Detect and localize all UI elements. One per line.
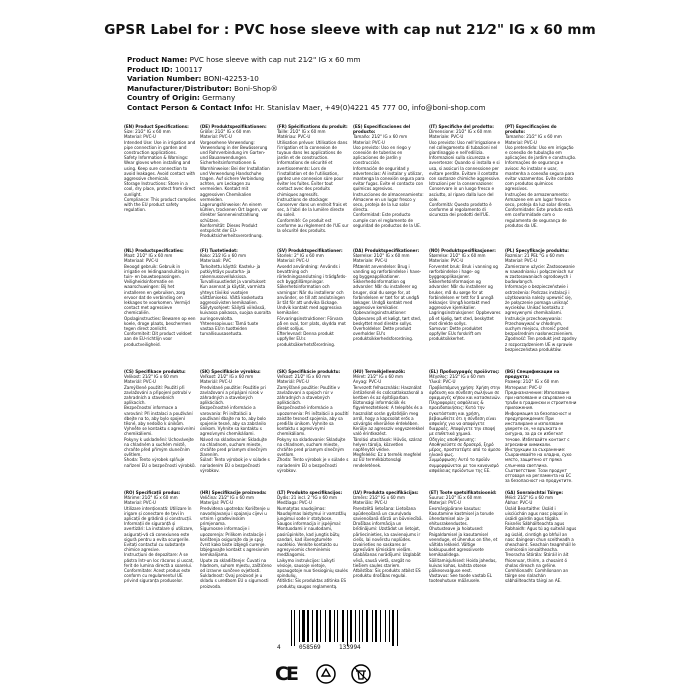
spec-cell-heading: (HR) Specifikacije proizvoda: (200, 490, 267, 495)
info-label: Contact Person & Contact Info: (127, 102, 253, 112)
spec-cell-text: Taille: 21⁄2" IG x 60 mm Matériau: PVC-U Utilisation prévue: Utilisation dans l'irrigation et la connexion de tuyaux dans les applications de jardin et de construction. Informations de sécurité et avertissements: Lors de l'installation et de l'utilisation, gardez une connexion sûre pour éviter les fuites. Éviter tout contact avec des produits chimiques agressifs. Instructions de stockage: Conserver dans un endroit frais et sec, à l'abri de la lumière directe du soleil. Conformité: Ce produit est conforme au règlement de l'UE sur la sécurité des produits. (277, 129, 349, 234)
info-label: Manufacturer/Distributor: (127, 83, 232, 93)
spec-cell-heading: (FR) Spécifications du produit: (277, 124, 348, 129)
spec-cell-text: Maat: 21⁄2" IG x 60 mm Materiaal: PVC-U Beoogd gebruik: Gebruik in irrigatie en leidingaansluiting in tuin- en bouwtoepassingen. Veiligheidsinformatie en waarschuwingen: Bij het installeren en gebruiken, zorg ervoor dat de verbinding om lekkages te voorkomen. Vermijd contact met agressieve chemicaliën. Opslaginstructies: Bewaren op een koele, droge plaats, beschermen tegen direct zonlicht. Conformiteit: Dit product voldoet aan de EU-richtlijn voor productveiligheid. (124, 253, 196, 347)
spec-cell-text: Méid: 21⁄2" IG x 60 mm Ábhar: PVC-U Úsáid Beartaithe: Úsáid i uisciúchán agus nasc píopaí in úsáidí gairdín agus tógála. Faisnéis Sábháilteachta agus Rabhaidh: Agus tú ag suiteáil agus ag úsáid, cinntigh go bhfuil an nasc daingean chun sceitheadh a sheachaint. Seachain teagmháil le ceimiceáin ionsaitheacha. Treoracha Stórála: Stóráil in áit fhionnuar, thirim, a chosaint ó sholas díreach na gréine. Comhlíonadh: Comhlíonann an táirge seo rialachán sábháilteachta táirgí an AE. (505, 495, 577, 584)
spec-cell-text: Izmērs: 21⁄2" IG x 60 mm Materiāls: PVC-U Paredzētā lietošana: Lietošana apūdeņošanā un cauruļvadu savienošanā dārzā un būvniecībā. Drošības informācija un brīdinājumi: Uzstādot un lietojot, pārliecinieties, ka savienojums ir ciešs, lai novērstu noplūdes. Izvairieties no saskares ar agresīvām ķīmiskām vielām. Glabāšanas norādījumi: Uzglabāt vēsā, sausā vietā, sargāt no tiešiem saules stariem. Atbilstība: Šis produkts atbilst ES produktu drošības regulai. (353, 495, 423, 579)
spec-cell (200, 248, 272, 364)
disposal-symbol-icon (350, 663, 372, 689)
barcode-first-digit: 4 (277, 644, 281, 651)
spec-cell (124, 248, 196, 364)
spec-cell-heading: (HU) Termékjellemzők: (353, 369, 406, 374)
spec-cell-heading: (ET) Toote spetsifikatsioonid: (429, 490, 497, 495)
spec-cell (429, 124, 501, 240)
spec-cell (505, 369, 577, 485)
spec-cell-heading: (EL) Προδιαγραφές προϊόντος: (429, 369, 500, 374)
spec-cell (505, 248, 577, 364)
spec-cell (429, 369, 501, 485)
barcode-bar (316, 610, 318, 642)
spec-cell-text: Mărime: 21⁄2" IG x 60 mm Material: PVC-U Utilizare intenționată: Utilizare în irigare și conectare de țevi în aplicații de grădină și construcții. Informații de siguranță și avertizări: La instalare și utilizare, asigurați-vă că conexiunea este sigură pentru a evita scurgerile. Evitați contactul cu substanțe chimice agresive. Instrucțiuni de depozitare: A se păstra într-un loc răcoros și uscat, ferit de lumina directă a soarelui. Conformitate: Acest produs este conform cu regulamentul UE privind siguranța produselor. (124, 495, 194, 584)
spec-cell-text: Rozmiar: 21 PEŁ "G x 60 mm Materiał: PVC-U Zamierzone użycie: Zastosowanie w nawadnianiu i połączeniach rur w zastosowaniach ogrodowych i budowlanych. Informacje o bezpieczeństwie i ostrzeżenia: Podczas instalacji i użytkowania należy upewnić się, że połączenie pomaga uniknąć wycieków. Unikać kontaktu z agresywnymi chemikaliami. Instrukcje przechowywania: Przechowywać w chłodnym, suchym miejscu, chronić przed bezpośrednim nasłonecznieniem. Zgodność: Ten produkt jest zgodny z rozporządzeniem UE w sprawie bezpieczeństwa produktów. (505, 253, 577, 352)
ce-mark-icon: CE (275, 663, 296, 685)
spec-cell (124, 369, 196, 485)
spec-cell-heading: (DE) Produktspezifikationen: (200, 124, 267, 129)
barcode-bar (392, 610, 394, 646)
barcode-bar (362, 610, 363, 642)
spec-cell (277, 248, 349, 364)
info-row (127, 84, 486, 94)
info-row (127, 65, 486, 75)
spec-cell-text: Storlek: 2" IG x 60 mm Material: PVC-U Avsedd användning: Används i bevattning och rörledningsanslutning i trädgårds- och byggtillämpningar. Säkerhetsinformation och varningar: När du installerar och använder, se till att anslutningen är tät för att undvika läckage. Undvik kontakt med aggressiva kemikalier. Förvaringsinstruktioner: Förvara på en sval, torr plats, skydda mot direkt solljus. Efterlevnad: Denna produkt uppfyller EU:s produktsäkerhetsförordning. (277, 253, 347, 347)
page-title: GPSR Label for : PVC hose sleeve with cap nut 21⁄2" IG x 60 mm (104, 22, 596, 38)
info-value: Germany (202, 93, 236, 103)
spec-cell-text: Størrelse: 21⁄2" IG x 60 mm Materiale: PVC-U Påtænkt anvendelse: Brug i vanding og rørforbindelse i have- og byggeapplikationer. Sikkerhedsinformation og advarsler: Når du installerer og bruger, skal du sørge for, at forbindelsen er tæt for at undgå lækager. Undgå kontakt med aggressive kemikalier. Opbevaringsinstruktioner: Opbevares på et køligt, tørt sted, beskyttet mod direkte sollys. Overholdelse: Dette produkt overholder EU's produktsikkerhedsforordning. (353, 253, 422, 342)
barcode-right-digits: 133994 (339, 644, 361, 651)
info-value: Boni-Shop® (234, 83, 278, 93)
info-row (127, 74, 486, 84)
barcode-bar (294, 610, 295, 646)
spec-cell-text: Größe: 21⁄2" IG x 60 mm Material: PVC-U Vorgesehene Verwendung: Verwendung in der Bewässerung und Rohrverbindung im Garten- und Bauanwendungen. Sicherheitsinformationen & Warnhinweise: Bei der Installation und Verwendung Handschuhe tragen. Auf sichere Verbindung achten, um Leckagen zu vermeiden. Kontakt mit aggressiven Chemikalien vermeiden. Lagerungshinweise: An einem kühlen, trockenen Ort lagern, vor direkter Sonneneinstrahlung schützen. Konformität: Dieses Produkt entspricht der EU-Produktsicherheitsverordnung. (200, 129, 270, 239)
info-row (127, 103, 486, 113)
barcode-bar (342, 610, 345, 642)
spec-cell-text: Suurus: 21⁄2" IG x 60 mm Materjal: PVC-U Eesmärgipärane kasutus: Kasutamine kastmisel ja torude ühendamisel aia- ja ehitusrakendustes. Ohutusteave ja hoiatused: Paigaldamisel ja kasutamisel veenduge, et ühendus on tihe, et vältida lekkeid. Vältige kokkupuudet agressiivsete kemikaalidega. Säilitamisjuhised: Hoida jahedas, kuivas kohas, kaitsta otsese päikesevalguse eest. Vastavus: See toode vastab EL tooteohutuse määrusele. (429, 495, 498, 584)
spec-cell-heading: (LT) Produkto specifikacijos: (277, 490, 343, 495)
spec-cell-heading: (BG) Спецификации на продукта: (505, 369, 560, 380)
spec-cell (353, 490, 425, 590)
barcode-bar (350, 610, 352, 642)
barcode-bar (337, 610, 338, 642)
barcode-bar (320, 610, 321, 642)
spec-cell-heading: (PT) Especificações do produto: (505, 124, 557, 135)
spec-cell-heading: (FI) Tuotetiedot: (200, 248, 238, 253)
barcode-bar (366, 610, 369, 642)
barcode-bar (334, 610, 335, 642)
barcode-bar (347, 610, 348, 646)
spec-cell-text: Dimensione: 21⁄2" IG x 60 mm Materiale: PVC-U Uso previsto: Uso nell'irrigazione e nel collegamento di tubazioni nel giardinaggio e nell'edilizia. Informazioni sulla sicurezza e avvertenze: Quando si installa e si usa, si assicuri la connessione per evitare perdite. Evitare il contatto con sostanze chimiche aggressive. Istruzioni per la conservazione: Conservare in un luogo fresco e asciutto, al riparo dalla luce del sole. Conformità: Questo prodotto è conforme al regolamento di sicurezza dei prodotti dell'UE. (429, 129, 501, 218)
info-row (127, 93, 486, 103)
barcode-bar (302, 610, 305, 642)
spec-cell-text: Veličina: 21⁄2" IG x 60 mm Materijal: PVC-U Predviđena upotreba: Korištenje u navodnjavanju i spajanju cijevi u vrtnim i građevinskim primjenama. Sigurnosne informacije i upozorenja: Prilikom instalacije i korištenja osigurajte da je spoj čvrst kako biste izbjegli curenje. Izbjegavajte kontakt s agresivnim kemikalijama. Upute za skladištenje: Čuvati na hladnom, suhom mjestu, zaštićeno od izravne sunčeve svjetlosti. Sukladnost: Ovaj proizvod je u skladu s uredbom EU o sigurnosti proizvoda. (200, 495, 272, 589)
spec-cell-heading: (GA) Sonraíochtaí Táirge: (505, 490, 564, 495)
spec-cell-text: Méret: 21⁄2" IG x 60 mm Anyag: PVC-U Tervezett felhasználás: Használat öntözésnél és csőcsatlakozásnál a kertben és az építőiparban. Biztonsági információk és figyelmeztetések: A telepítés és a használat során győződjön meg arról, hogy a kapcsolat erős a szivárgás elkerülése érdekében. Kerülje az agresszív vegyszerekkel való érintkezést. Tárolási utasítások: Hűvös, száraz helyen tárolja, közvetlen napfénytől védve. Megfelelés: Ez a termék megfelel az EU termékbiztonsági rendeletének. (353, 374, 424, 468)
spec-cell (353, 248, 425, 364)
info-value: 100117 (175, 64, 203, 74)
spec-cell-heading: (SK) Špecifikácie výrobku: (200, 369, 261, 374)
info-label: Variation Number: (127, 74, 202, 84)
spec-cell (505, 490, 577, 590)
recycle-mobius-icon (315, 663, 337, 689)
info-value: BONI-42253-10 (203, 74, 259, 84)
spec-cell-text: Velikost: 21⁄2" IG x 60 mm Materiál: PVC-U Zamýšlené použití: Použití při zavlažování a připojení potrubí v zahradních a stavebních aplikacích. Bezpečnostní informace a varování: Při instalaci a používání dbejte na to, aby bylo spojení těsné, aby nedošlo k únikům. Vyhněte se kontaktu s agresivními chemikáliemi. Pokyny k uskladnění: Uchovávejte na chladném a suchém místě, chraňte před přímým slunečním světlem. Shoda: Tento výrobek splňuje nařízení EU o bezpečnosti výrobků. (124, 374, 196, 468)
spec-cell-text: Veľkosť: 21⁄2" IG x 60 mm Materiál: PVC-U Predvídané použitie: Použitie pri zavlažovaní a pripájaní rúrok v záhradných a stavebných aplikáciách. Bezpečnostné informácie a varovania: Pri inštalácii a používaní dbajte na to, aby bolo spojenie tesné, aby sa zabránilo únikom. Vyhnite sa kontaktu s agresívnymi chemikáliami. Návod na skladovanie: Skladujte na chladnom, suchom mieste, chráňte pred priamym slnečným žiarením. Súlad: Tento výrobok je v súlade s nariadením EÚ o bezpečnosti výrobkov. (200, 374, 270, 473)
spec-cell (505, 124, 577, 240)
spec-cell-heading: (NO) Produktspesifikasjoner: (429, 248, 496, 253)
spec-cell (429, 248, 501, 364)
spec-cell (277, 124, 349, 240)
spec-cell-text: Размер: 21⁄2" IG x 60 mm Материал: PVC-U Предназначение: Използване при напояване и свързване на тръби в градински и строителни приложения. Информация за безопасност и предупреждения: При инсталиране и използване уверете се, че връзката е сигурна, за да се избегнат течове. Избягвайте контакт с агресивни химикали. Инструкции за съхранение: Съхранявайте на хладно, сухо място, защитено от пряка слънчева светлина. Съответствие: Този продукт отговаря на регламента на ЕС за безопасност на продуктите. (505, 379, 577, 484)
barcode-bar (380, 610, 381, 642)
barcode-bar (299, 610, 300, 642)
barcode-bars (291, 610, 379, 643)
spec-cell (353, 124, 425, 240)
ean-barcode (277, 610, 381, 654)
spec-cell-text: Size: 21⁄2" IG x 60 mm Material: PVC-U Intended Use: Use in irrigation and pipe connection in garden and construction applications. Safety Information & Warnings: Wear gloves when installing and using. Keep sure connection to avoid leakages. Avoid contact with aggressive chemicals. Storage Instructions: Store in a cool, dry place, protect from direct sunlight. Compliance: This product complies with the EU product safety regulation. (124, 129, 196, 213)
spec-cell (353, 369, 425, 485)
spec-cell-heading: (EN) Product Specifications: (124, 124, 189, 129)
info-value: PVC hose sleeve with cap nut 21⁄2" IG x 60 mm (189, 55, 361, 64)
barcode-bar (385, 610, 386, 642)
spec-cell (200, 490, 272, 590)
barcode-bar (325, 610, 326, 642)
spec-cell-text: Μέγεθος: 21⁄2" IG x 60 mm Υλικό: PVC-U Προβλεπόμενη χρήση: Χρήση στην άρδευση και σύνδεση σωλήνων σε εφαρμογές κήπου και κατασκευών. Πληροφορίες ασφάλειας & προειδοποιήσεις: Κατά την εγκατάσταση και χρήση, βεβαιωθείτε ότι η σύνδεση είναι ασφαλής για να αποφύγετε διαρροές. Αποφύγετε την επαφή με επιθετικά χημικά. Οδηγίες αποθήκευσης: Αποθηκεύστε σε δροσερό, ξηρό μέρος, προστατέψτε από το άμεσο ηλιακό φως. Συμμόρφωση: Αυτό το προϊόν συμμορφώνεται με τον κανονισμό ασφάλειας προϊόντων της ΕΕ. (429, 374, 501, 473)
spec-cell-text: Dydis: 21 incl. 2 "IG x 60 mm Medžiaga: PVC-U Numatytas naudojimas: Naudojimas laistymui ir vamzdžių jungimui sode ir statybose. Saugos informacija ir įspėjimai: Montuodami ir naudodami, pasirūpinkite, kad jungtis būtų sandari, kad išvengtumėte nuotėkio. Venkite kontakto su agresyviomis cheminėmis medžiagomis. Laikymo instrukcijos: Laikyti vėsioje, sausoje vietoje, apsaugotoje nuo tiesioginių saulės spindulių. Atitiktis: Šis produktas atitinka ES produktų saugos reglamentą. (277, 495, 348, 589)
spec-cell-heading: (NL) Productspecificaties: (124, 248, 184, 253)
info-label: Country of Origin: (127, 93, 200, 103)
spec-cell (200, 369, 272, 485)
barcode-bar (372, 610, 373, 642)
info-label: Product ID: (127, 64, 173, 74)
spec-cell-heading: (SK) Špecifikácie produktu: (277, 369, 341, 374)
info-label: Product Name: (127, 55, 188, 64)
barcode-bar (355, 610, 357, 642)
spec-cell-heading: (LV) Produkta specifikācijas: (353, 490, 419, 495)
spec-cell-heading: (SV) Produktspecifikationer: (277, 248, 343, 253)
spec-cell-text: Størrelse: 21⁄2" IG x 60 mm Materiale: PVC-U Forventet bruk: Bruk i vanning og rørforbindelse i hage- og byggeapplikasjoner. Sikkerhetsinformasjon og advarsler: Når du installerer og bruker, må du sørge for at forbindelsen er tett for å unngå lekkasjer. Unngå kontakt med aggressive kjemikalier. Lagringsinstruksjoner: Oppbevares på et kjølig, tørt sted, beskyttet mot direkte sollys. Samsvar: Dette produktet oppfyller EUs forskrift om produktsikkerhet. (429, 253, 501, 342)
spec-cell-text: Tamaño: 21⁄2" IG x 60 mm Material: PVC-U Uso previsto: Uso en riego y conexión de tuberías en aplicaciones de jardín y construcción. Información de seguridad y advertencias: Al instalar y utilizar, mantenga la conexión segura para evitar fugas. Evite el contacto con químicos agresivos. Instrucciones de almacenamiento: Almacene en un lugar fresco y seco, proteja de la luz solar directa. Conformidad: Este producto cumple con el reglamento de seguridad de productos de la UE. (353, 134, 425, 228)
spec-cell-heading: (IT) Specifiche del prodotto: (429, 124, 494, 129)
spec-cell-heading: (ES) Especificaciones del producto: (353, 124, 411, 135)
spec-cell-heading: (CS) Specifikace produktu: (124, 369, 186, 374)
barcode-bar (291, 610, 292, 646)
barcode-bar (329, 610, 331, 642)
spec-cell (124, 124, 196, 240)
spec-cell-heading: (RO) Specificații produs: (124, 490, 181, 495)
spec-cell-heading: (DA) Produktspecifikationer: (353, 248, 420, 253)
barcode-bar (389, 610, 390, 642)
spec-cell (277, 369, 349, 485)
spec-cell-text: Tamanho: 21⁄2" IG x 60 mm Material: PVC-U Uso pretendido: Uso em irrigação e conexão de tubulação em aplicações de jardim e construção. Informações de segurança e avisos: Ao instalar e usar, mantenha a conexão segura para evitar vazamentos. Evite contato com produtos químicos agressivos. Instruções de armazenamento: Armazene em um lugar fresco e seco, proteja da luz solar direta. Conformidade: Este produto está em conformidade com o regulamento de segurança de produtos da UE. (505, 134, 577, 228)
barcode-left-digits: 058569 (299, 644, 321, 651)
spec-cell (429, 490, 501, 590)
spec-cell (200, 124, 272, 240)
spec-cell (124, 490, 196, 590)
spec-cell-heading: (PL) Specyfikacje produktu: (505, 248, 569, 253)
spec-cell (277, 490, 349, 590)
barcode-bar (397, 610, 398, 646)
barcode-bar (375, 610, 377, 642)
barcode-bar (312, 610, 313, 642)
certification-icons (0, 663, 700, 685)
barcode-bar (359, 610, 360, 642)
spec-cell-text: Koko: 21⁄2 IG x 60 mm Materiaali: PVC Tarkoitettu käyttö: Kastelu- ja putkiyhtäys puutarha- ja rakennussovelluksissa. Turvallisuustiedot ja varoitukset: Kun asennat ja käytät, varmista yhteys tiiviiksi vuotojen välttämiseksi. Vältä kosketusta aggressiivisten kemikaalien. Säilytysohjeet: Säilytä viileässä, kuivassa paikassa, suojaa suoralta auringonvalolta. Yhteensopivuus: Tämä tuote vastaa EU:n tuotteiden turvallisuusasetusta. (200, 253, 271, 337)
product-info (127, 55, 486, 113)
info-row (127, 55, 486, 65)
barcode-bar (307, 610, 309, 642)
info-value: Hr. Stanislav Maer, +49(0)4221 45 777 00, info@boni-shop.com (254, 102, 486, 112)
spec-cell-text: Veľkosť: 21⁄2" IG x 60 mm Materiál: PVC-U Zamýšľané použitie: Použitie v zavlažovaní a spojoch rúr v záhradných a stavebných aplikáciách. Bezpečnostné informácie a upozornenia: Pri inštalácii a použití zaistite tesnosť spojenia, aby sa predišlo únikom. Vyhnite sa kontaktu s agresívnymi chemikáliami. Pokyny na skladovanie: Skladujte na chladnom, suchom mieste, chráňte pred priamym slnečným svetlom. Zhoda: Tento výrobok je v súlade s nariadením EÚ o bezpečnosti výrobkov. (277, 374, 349, 473)
